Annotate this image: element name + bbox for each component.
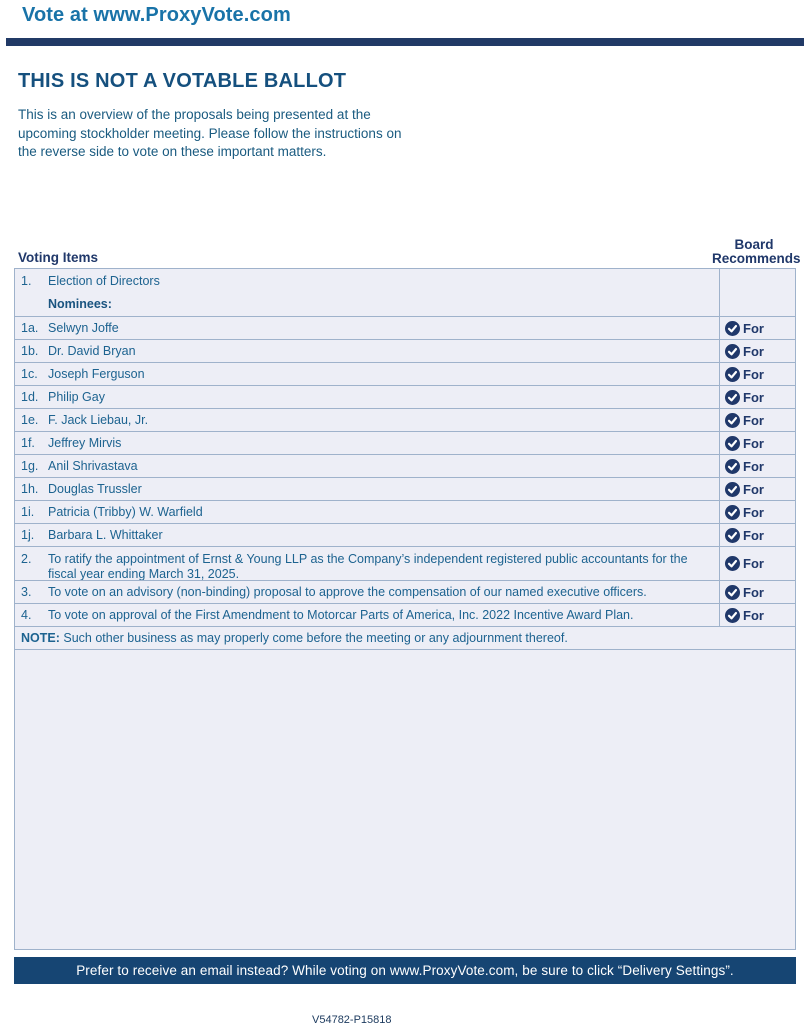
row-text: Patricia (Tribby) W. Warfield	[48, 504, 203, 519]
recommendation-label: For	[743, 435, 764, 451]
table-row	[15, 408, 795, 431]
row-number: 1b.	[21, 344, 39, 358]
recommendation-label: For	[743, 481, 764, 497]
row-number: 1j.	[21, 528, 35, 542]
row-text: Jeffrey Mirvis	[48, 435, 122, 450]
check-circle-icon	[725, 608, 740, 623]
board-recommendation-cell	[719, 604, 795, 626]
table-row	[15, 546, 795, 580]
table-row	[15, 603, 795, 626]
board-recommends-header	[712, 237, 801, 266]
table-row	[15, 500, 795, 523]
note-text: NOTE: Such other business as may properly come before the meeting or any adjournment thereof.	[21, 630, 568, 645]
row-number: 1i.	[21, 505, 35, 519]
voting-items-table	[14, 268, 796, 950]
vote-url-title: Vote at www.ProxyVote.com	[22, 4, 291, 26]
row-text: To vote on an advisory (non-binding) proposal to approve the compensation of our named executive officers.	[48, 584, 647, 599]
table-row	[15, 454, 795, 477]
board-recommendation-cell	[719, 340, 795, 362]
row-text: To ratify the appointment of Ernst & Young LLP as the Company’s independent registered public accountants for the fiscal year ending March 31, 2025.	[48, 552, 688, 581]
ballot-intro-text: This is an overview of the proposals being presented at the upcoming stockholder meeting. Please follow the instructions on the reverse side to vote on these important matters.	[18, 107, 402, 159]
row-text: Selwyn Joffe	[48, 320, 119, 335]
recommendation-label: For	[743, 458, 764, 474]
board-recommendation-cell	[719, 363, 795, 385]
board-recommendation-cell	[719, 501, 795, 523]
table-row	[15, 431, 795, 454]
row-text: Election of Directors Nominees:	[48, 269, 719, 312]
row-text: To vote on approval of the First Amendment to Motorcar Parts of America, Inc. 2022 Incentive Award Plan.	[48, 607, 634, 622]
board-recommendation-cell	[719, 455, 795, 477]
check-circle-icon	[725, 390, 740, 405]
recommendation-label: For	[743, 504, 764, 520]
row-number: 1e.	[21, 413, 39, 427]
check-circle-icon	[725, 344, 740, 359]
table-row	[15, 385, 795, 408]
nominees-label: Nominees:	[48, 297, 112, 311]
board-recommendation-cell	[719, 409, 795, 431]
recommendation-label: For	[743, 389, 764, 405]
row-text: Anil Shrivastava	[48, 458, 138, 473]
row-number: 1f.	[21, 436, 35, 450]
row-text: F. Jack Liebau, Jr.	[48, 412, 149, 427]
board-recommendation-cell	[719, 386, 795, 408]
table-row	[15, 362, 795, 385]
board-recommends-line2: Recommends	[712, 251, 801, 266]
check-circle-icon	[725, 459, 740, 474]
row-number: 2.	[21, 552, 32, 566]
table-row	[15, 580, 795, 603]
row-number: 1d.	[21, 390, 39, 404]
check-circle-icon	[725, 505, 740, 520]
table-row	[15, 523, 795, 546]
check-circle-icon	[725, 556, 740, 571]
check-circle-icon	[725, 321, 740, 336]
table-row	[15, 339, 795, 362]
note-prefix: NOTE:	[21, 630, 60, 645]
row-number: 1.	[21, 274, 32, 288]
table-row	[15, 649, 795, 949]
board-recommendation-cell	[719, 432, 795, 454]
row-number: 1a.	[21, 321, 39, 335]
row-number: 1c.	[21, 367, 38, 381]
table-row	[15, 626, 795, 649]
form-code: V54782-P15818	[312, 1014, 392, 1026]
recommendation-label: For	[743, 366, 764, 382]
board-recommendation-cell	[719, 317, 795, 339]
board-recommends-line1: Board	[734, 237, 774, 252]
check-circle-icon	[725, 482, 740, 497]
recommendation-label: For	[743, 320, 764, 336]
recommendation-label: For	[743, 412, 764, 428]
check-circle-icon	[725, 367, 740, 382]
board-recommendation-cell	[719, 547, 795, 580]
row-text: Joseph Ferguson	[48, 366, 145, 381]
recommendation-label: For	[743, 584, 764, 600]
board-recommendation-cell	[719, 478, 795, 500]
row-text: Barbara L. Whittaker	[48, 527, 163, 542]
board-recommendation-cell	[719, 581, 795, 603]
row-text: Dr. David Bryan	[48, 343, 136, 358]
check-circle-icon	[725, 436, 740, 451]
table-row	[15, 477, 795, 500]
voting-items-header: Voting Items	[18, 250, 99, 265]
recommendation-label: For	[743, 527, 764, 543]
delivery-settings-banner: Prefer to receive an email instead? While voting on www.ProxyVote.com, be sure to click “Delivery Settings”.	[14, 957, 796, 984]
check-circle-icon	[725, 413, 740, 428]
table-row	[15, 316, 795, 339]
check-circle-icon	[725, 528, 740, 543]
recommendation-label: For	[743, 343, 764, 359]
row-text: Philip Gay	[48, 389, 105, 404]
row-text: Douglas Trussler	[48, 481, 142, 496]
board-recommendation-cell	[719, 524, 795, 546]
board-recommendation-cell	[719, 269, 795, 316]
check-circle-icon	[725, 585, 740, 600]
row-number: 1h.	[21, 482, 39, 496]
recommendation-label: For	[743, 607, 764, 623]
page-title: THIS IS NOT A VOTABLE BALLOT	[18, 70, 347, 92]
row-number: 1g.	[21, 459, 39, 473]
table-row	[15, 269, 795, 316]
row-number: 4.	[21, 608, 32, 622]
recommendation-label: For	[743, 556, 764, 571]
row-number: 3.	[21, 585, 32, 599]
header-rule	[6, 38, 804, 46]
